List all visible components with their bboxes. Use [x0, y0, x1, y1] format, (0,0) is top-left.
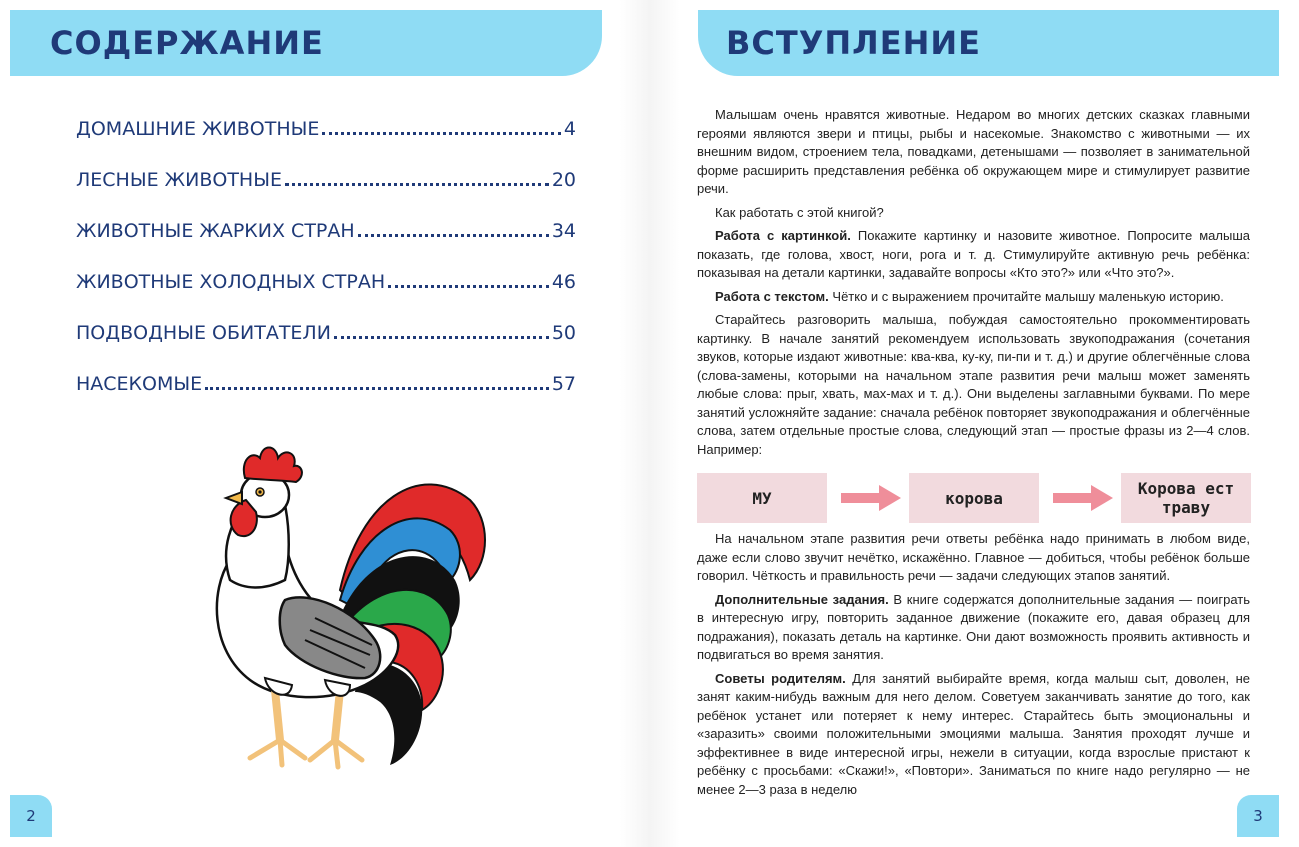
- toc-item-page: 46: [551, 271, 576, 293]
- intro-text-bottom: [697, 530, 1250, 804]
- toc-item-page: 20: [551, 169, 576, 191]
- toc-item-title: ЛЕСНЫЕ ЖИВОТНЫЕ: [76, 169, 282, 191]
- rooster-illustration: [190, 440, 500, 785]
- toc-item-page: 57: [551, 373, 576, 395]
- right-arrow-icon: [841, 485, 901, 511]
- paragraph: Старайтесь разговорить малыша, побуждая самостоятельно прокомментировать картинку. В начале занятий рекомендуем использовать звукоподражания (сочетания звуков, которые издают животные: ква-ква, ку-ку, пи-пи и т. д.) и другие облегчённые слова (слова-замены, которыми на начальном этапе развития речи малыш может заменять любые слова: прыг, хвать, мах-мах и т. д.). Они выделены заглавными буквами. По мере занятий усложняйте задание: сначала ребёнок повторяет звукоподражания и облегчённые слова, затем отдельные простые слова, следующий этап — простые фразы из 2—4 слов. Например:: [697, 312, 1250, 457]
- table-of-contents: [76, 118, 576, 424]
- contents-header: [10, 10, 602, 76]
- speech-steps-example: [697, 473, 1250, 523]
- toc-item-page: 34: [551, 220, 576, 242]
- contents-title: СОДЕРЖАНИЕ: [50, 24, 324, 62]
- toc-leader-dots: [334, 336, 549, 339]
- right-arrow-icon: [1053, 485, 1113, 511]
- toc-leader-dots: [285, 183, 549, 186]
- toc-item[interactable]: [76, 271, 576, 322]
- toc-leader-dots: [388, 285, 549, 288]
- toc-item-title: ДОМАШНИЕ ЖИВОТНЫЕ: [76, 118, 320, 140]
- paragraph-heading: Работа с текстом.: [715, 288, 829, 304]
- toc-item[interactable]: [76, 373, 576, 424]
- paragraph-text: Для занятий выбирайте время, когда малыш сыт, доволен, не занят каким-нибудь важным для него делом. Советуем заканчивать занятие до того, как ребёнок устанет или потеряет к нему интерес. Старайтесь быть эмоциональны и «заразить» своими положительными эмоциями малыша. Занятия проходят лучше и эффективнее в виде интересной игры, нежели в ситуации, когда взрослые пристают к ребёнку с просьбами: «Скажи!», «Повтори». Заниматься по книге надо регулярно — не менее 2—3 раза в неделю: [697, 670, 1250, 797]
- intro-header: [698, 10, 1279, 76]
- page-number: 3: [1237, 795, 1279, 837]
- paragraph-text: Покажите картинку и назовите животное. Попросите малыша показать, где голова, хвост, ноги, рога и т. д. Стимулируйте активную речь ребёнка: показывая на детали картинки, задавайте вопросы «Кто это?» или «Что это?».: [697, 228, 1250, 280]
- paragraph: Как работать с этой книгой?: [715, 204, 884, 220]
- paragraph: [697, 227, 1250, 283]
- toc-leader-dots: [358, 234, 549, 237]
- paragraph: [697, 591, 1250, 665]
- paragraph-heading: Советы родителям.: [715, 670, 846, 686]
- paragraph-text: В книге содержатся дополнительные задания — поиграть в интересную игру, повторить заданное движение (покажите его, давая образец для подражания), показать деталь на картинке. Они дают возможность проявить активность и подвигаться во время занятия.: [697, 591, 1250, 662]
- toc-item-title: ПОДВОДНЫЕ ОБИТАТЕЛИ: [76, 322, 331, 344]
- toc-item[interactable]: [76, 169, 576, 220]
- paragraph: Малышам очень нравятся животные. Недаром во многих детских сказках главными героями являются звери и птицы, рыбы и насекомые. Знакомство с животными — их внешним видом, строением тела, повадками, детенышами — позволяет в занимательной форме расширить представления ребёнка об окружающем мире и стимулирует развитие речи.: [697, 107, 1250, 196]
- toc-leader-dots: [205, 387, 549, 390]
- toc-item-title: ЖИВОТНЫЕ ХОЛОДНЫХ СТРАН: [76, 271, 386, 293]
- intro-text-top: [697, 106, 1250, 464]
- paragraph-heading: Работа с картинкой.: [715, 228, 851, 243]
- paragraph-heading: Дополнительные задания.: [715, 591, 889, 607]
- toc-item-title: ЖИВОТНЫЕ ЖАРКИХ СТРАН: [76, 220, 355, 242]
- paragraph: [697, 288, 1250, 307]
- step-box: МУ: [697, 473, 827, 523]
- toc-item[interactable]: [76, 220, 576, 271]
- toc-item[interactable]: [76, 118, 576, 169]
- book-gutter: [620, 0, 680, 847]
- toc-item-title: НАСЕКОМЫЕ: [76, 373, 203, 395]
- intro-title: ВСТУПЛЕНИЕ: [726, 24, 982, 62]
- toc-item-page: 50: [551, 322, 576, 344]
- paragraph: На начальном этапе развития речи ответы ребёнка надо принимать в любом виде, даже если слово звучит нечётко, искажённо. Главное — добиться, чтобы ребёнок больше говорил. Чёткость и правильность речи — задачи следующих этапов занятий.: [697, 531, 1250, 583]
- toc-item[interactable]: [76, 322, 576, 373]
- step-box: корова: [909, 473, 1039, 523]
- paragraph: [697, 670, 1250, 800]
- paragraph-text: Чётко и с выражением прочитайте малышу маленькую историю.: [828, 288, 1224, 304]
- step-box: Корова ест траву: [1121, 473, 1251, 523]
- toc-leader-dots: [322, 132, 561, 135]
- page-number: 2: [10, 795, 52, 837]
- toc-item-page: 4: [563, 118, 576, 140]
- right-page: [680, 0, 1299, 847]
- left-page: [0, 0, 620, 847]
